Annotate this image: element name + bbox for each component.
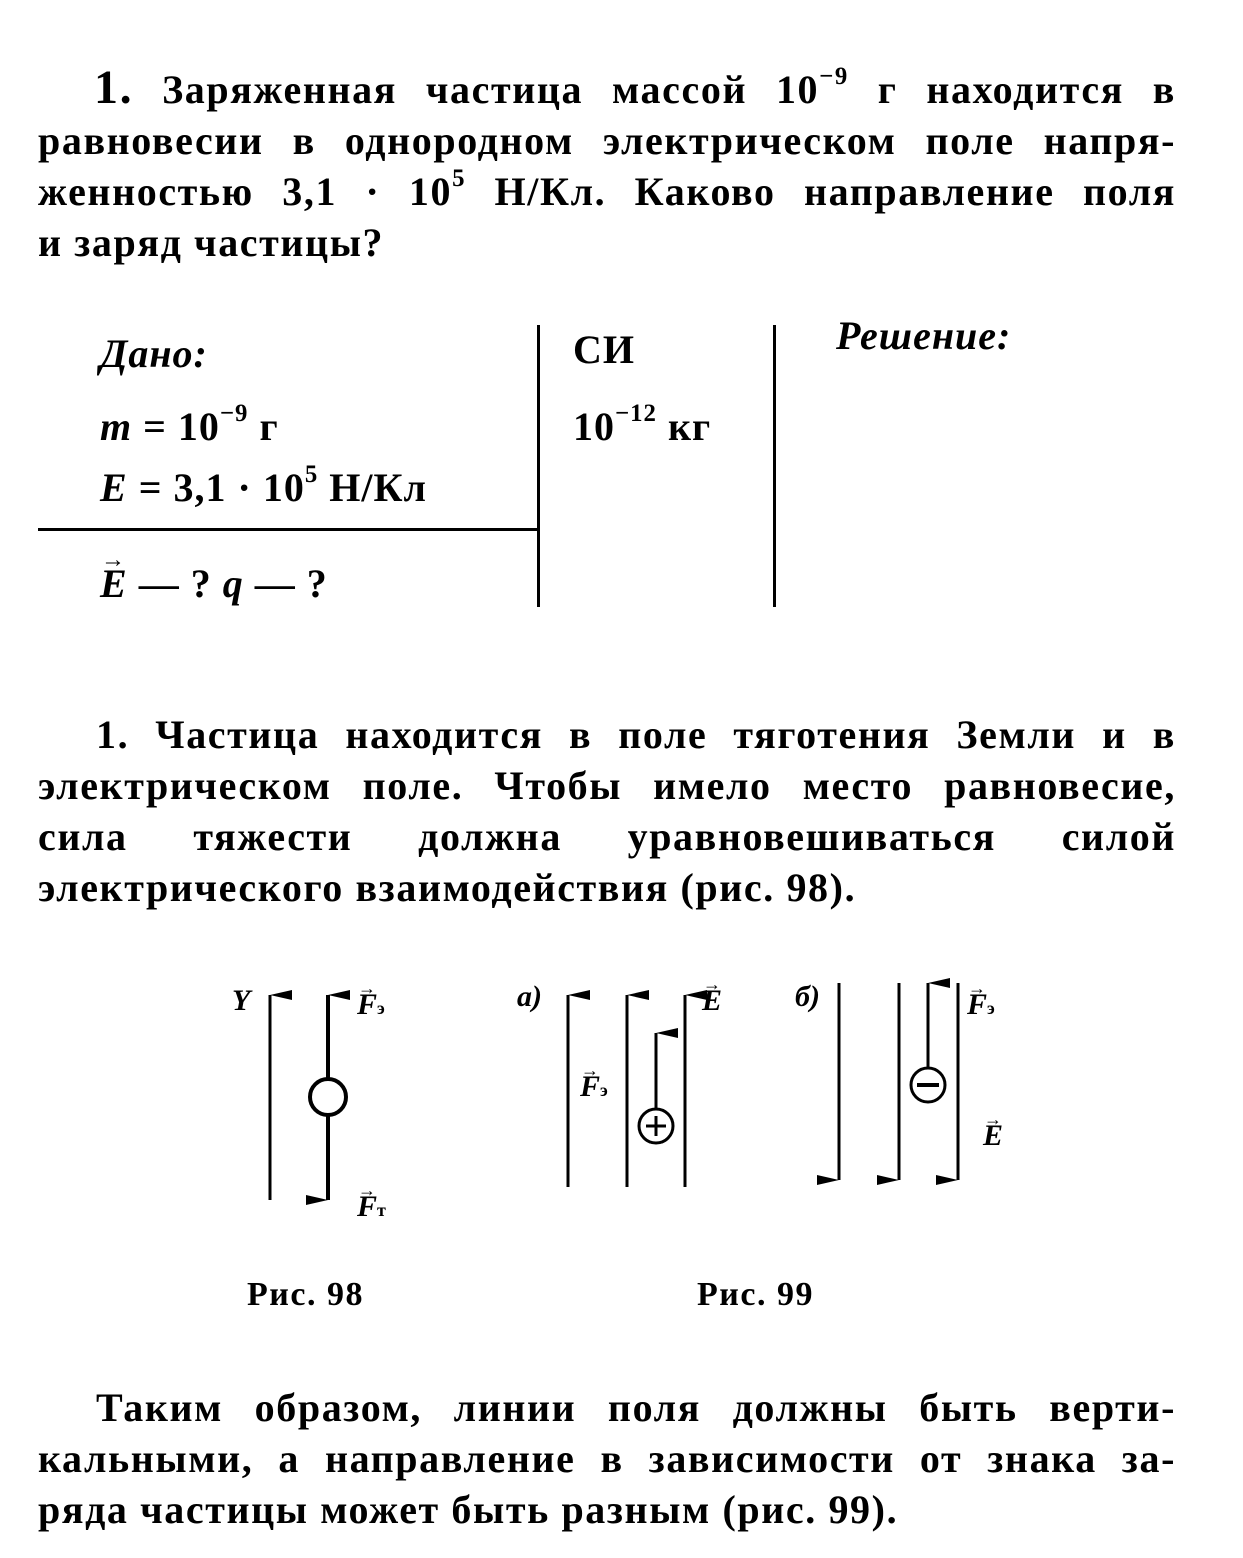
conclusion-line-3: ряда частицы может быть разным (рис. 99).: [38, 1487, 899, 1532]
step-1-line-3: сила тяжести должна уравновешиваться силой: [38, 814, 1176, 859]
fig99-b-e-label: → E: [983, 1119, 1003, 1153]
fig99-a-fe-label: → Fэ: [580, 1070, 608, 1104]
problem-line-1: 1. Заряженная частица массой $10^{-9}$ г находится в: [94, 61, 1176, 114]
step-1-text: [38, 709, 1176, 913]
fig98-caption: Рис. 98: [247, 1276, 364, 1313]
conclusion-line-1: Таким образом, линии поля должны быть верти-: [96, 1385, 1176, 1430]
step-1-line-2: электрическом поле. Чтобы имело место равновесие,: [38, 763, 1176, 808]
figure-99a: [540, 975, 720, 1195]
solution-header: Решение:: [836, 313, 1012, 358]
fig99-a-label: а): [517, 980, 542, 1013]
problem-number: 1.: [94, 61, 134, 114]
conclusion-text: [38, 1382, 1176, 1535]
given-header: Дано:: [100, 331, 208, 376]
problem-line-3: женностью $3,1 \cdot 10^5$ Н/Кл. Каково направление поля: [38, 165, 1176, 214]
conclusion-line-2: кальными, а направление в зависимости от знака за-: [38, 1436, 1176, 1481]
problem-line-2: равновесии в однородном электрическом поле напря-: [38, 118, 1176, 163]
figure-99b: [810, 975, 990, 1195]
problem-text: [38, 62, 1176, 268]
fig99-b-fe-label: → Fэ: [967, 988, 995, 1022]
given-mass: $m = 10^{-9}$ г: [100, 400, 279, 449]
fig98-fe-label: → Fэ: [357, 988, 385, 1022]
find-row: → E — ? q — ?: [100, 560, 328, 607]
particle-circle: [310, 1079, 346, 1115]
problem-line-4: и заряд частицы?: [38, 220, 385, 265]
fig99-a-e-label: → E: [702, 984, 722, 1018]
given-field: $E = 3,1 \cdot 10^5$ Н/Кл: [100, 461, 427, 510]
table-separator-1: [537, 325, 540, 607]
fig98-axis-label: Y: [232, 984, 251, 1017]
step-1-line-4: электрического взаимодействия (рис. 98).: [38, 865, 857, 910]
fig99-b-label: б): [795, 980, 820, 1013]
fig99-caption: Рис. 99: [697, 1276, 814, 1313]
given-divider: [38, 528, 538, 531]
si-mass: $10^{-12}$ кг: [573, 400, 712, 449]
si-header: СИ: [573, 327, 635, 372]
fig98-ft-label: → Fт: [357, 1190, 386, 1224]
step-1-line-1: 1. Частица находится в поле тяготения Земли и в: [96, 712, 1176, 757]
table-separator-2: [773, 325, 776, 607]
